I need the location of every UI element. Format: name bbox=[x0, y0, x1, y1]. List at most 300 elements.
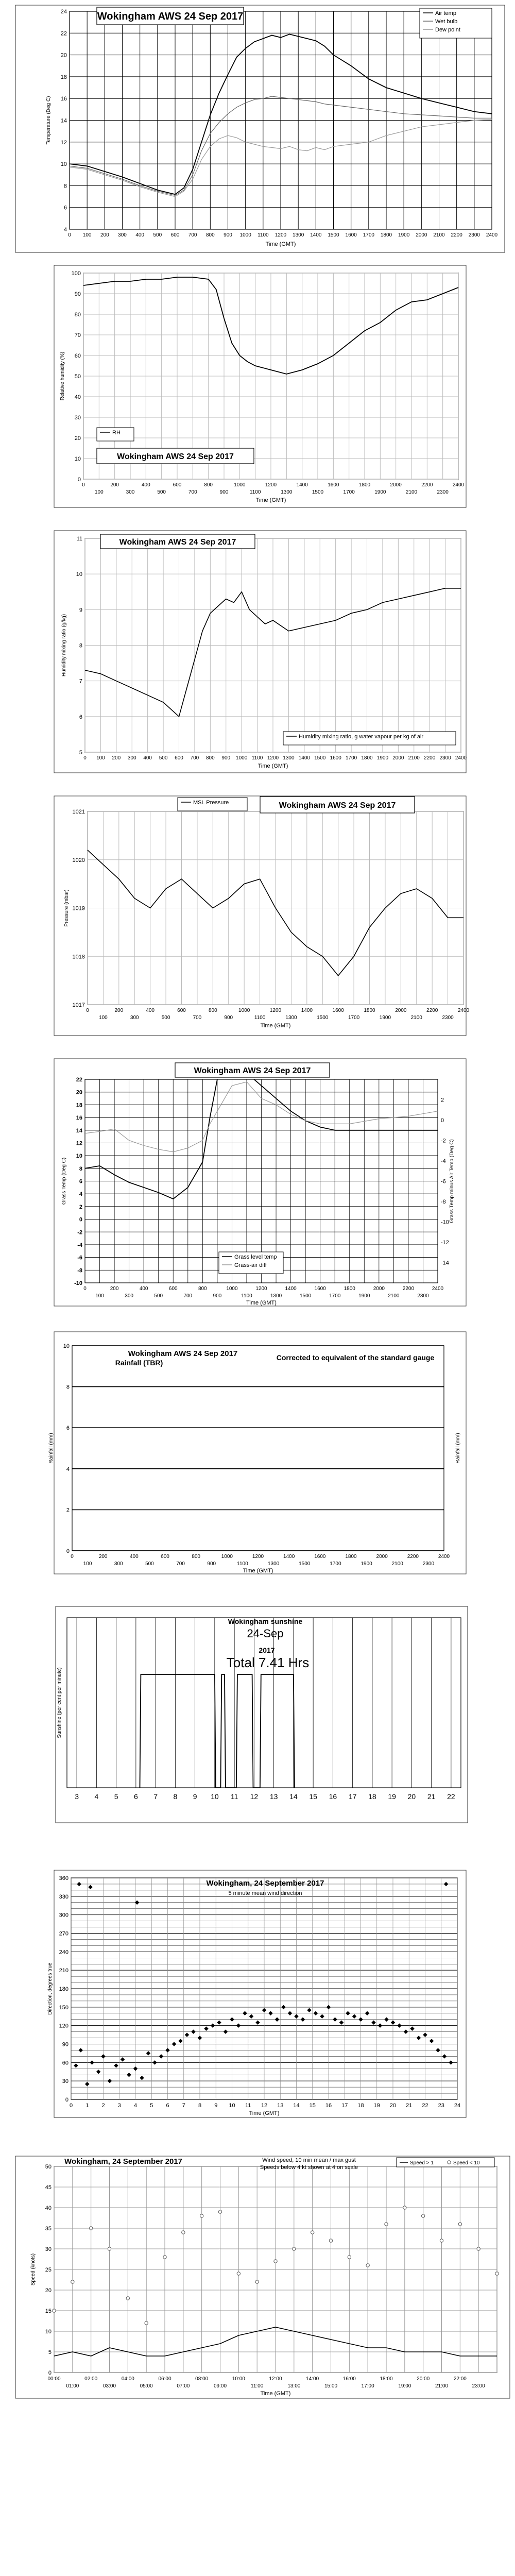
x-tick-label: 0 bbox=[83, 1286, 87, 1292]
y-tick-label: 6 bbox=[79, 714, 82, 720]
y-tick-label: 270 bbox=[59, 1930, 68, 1937]
y-tick-label: 20 bbox=[60, 52, 67, 59]
x-tick-label: 700 bbox=[183, 1293, 193, 1299]
x-tick-label: 2300 bbox=[437, 489, 449, 495]
y-tick-label: 18 bbox=[60, 74, 67, 80]
x-tick-label: 23 bbox=[438, 2103, 444, 2109]
x-tick-label: 1200 bbox=[265, 482, 277, 488]
x-tick-label: 1100 bbox=[241, 1293, 252, 1299]
legend-label: Grass level temp bbox=[234, 1254, 277, 1260]
chart-title: Wokingham, 24 September 2017 bbox=[206, 1879, 324, 1888]
x-tick-label: 6 bbox=[166, 2103, 169, 2109]
x-tick-label: 2 bbox=[101, 2103, 105, 2109]
x-axis-title: Time (GMT) bbox=[265, 241, 296, 247]
y-tick-label: -6 bbox=[77, 1255, 82, 1261]
gust-point bbox=[218, 2210, 221, 2213]
x-tick-label: 1000 bbox=[221, 1554, 233, 1560]
x-tick-label: 5 bbox=[114, 1792, 118, 1801]
x-tick-label: 500 bbox=[145, 1561, 154, 1567]
y-axis-title: Sunshine (per cent per minute) bbox=[57, 1667, 62, 1738]
y-tick-label: 0 bbox=[65, 2097, 68, 2103]
chart-mixing-ratio bbox=[54, 531, 467, 773]
y-tick-label: 300 bbox=[59, 1912, 68, 1919]
y-tick-label: 1019 bbox=[72, 905, 85, 912]
y-tick-label: 12 bbox=[60, 139, 67, 146]
y2-tick-label: -14 bbox=[441, 1260, 449, 1266]
gust-point bbox=[293, 2247, 296, 2250]
x-tick-label: 23:00 bbox=[472, 2383, 485, 2389]
x-tick-label: 1300 bbox=[267, 1561, 280, 1567]
gust-point bbox=[200, 2214, 203, 2217]
y-tick-label: 0 bbox=[66, 1548, 70, 1554]
gust-point bbox=[495, 2272, 499, 2275]
x-tick-label: 2000 bbox=[392, 755, 404, 761]
x-tick-label: 18 bbox=[368, 1792, 376, 1801]
gust-point bbox=[53, 2309, 56, 2312]
y-tick-label: 0 bbox=[79, 1216, 82, 1223]
x-tick-label: 1100 bbox=[254, 1015, 266, 1021]
x-tick-label: 22:00 bbox=[453, 2376, 467, 2382]
x-tick-label: 900 bbox=[224, 232, 232, 238]
y-axis-title: Rainfall (mm) bbox=[48, 1433, 54, 1464]
x-tick-label: 900 bbox=[221, 755, 231, 761]
x-tick-label: 2100 bbox=[405, 489, 418, 495]
x-tick-label: 1600 bbox=[328, 482, 339, 488]
legend-label: Speed < 10 bbox=[453, 2160, 480, 2166]
x-tick-label: 2400 bbox=[455, 755, 467, 761]
x-axis-title: Time (GMT) bbox=[246, 1300, 277, 1306]
plot-area bbox=[67, 1618, 461, 1788]
gust-point bbox=[145, 2321, 148, 2325]
x-tick-label: 16 bbox=[329, 1792, 337, 1801]
x-tick-label: 1800 bbox=[361, 755, 373, 761]
y-tick-label: 90 bbox=[62, 2041, 68, 2048]
x-tick-label: 15 bbox=[309, 2103, 316, 2109]
x-tick-label: 0 bbox=[71, 1554, 74, 1560]
x-axis-title: Time (GMT) bbox=[260, 2391, 291, 2397]
y-axis-title: Grass Temp (Deg C) bbox=[61, 1157, 67, 1205]
x-tick-label: 11:00 bbox=[251, 2383, 264, 2389]
x-tick-label: 1600 bbox=[314, 1554, 326, 1560]
x-tick-label: 700 bbox=[188, 232, 197, 238]
legend-label: Grass-air diff bbox=[234, 1262, 267, 1268]
chart-subtitle: Rainfall (TBR) bbox=[115, 1359, 163, 1367]
x-tick-label: 800 bbox=[208, 1008, 217, 1013]
x-tick-label: 15 bbox=[309, 1792, 317, 1801]
y-tick-label: 16 bbox=[60, 96, 67, 103]
x-tick-label: 2400 bbox=[452, 482, 465, 488]
x-tick-label: 300 bbox=[127, 755, 136, 761]
chart-wind-direction bbox=[47, 1870, 466, 2117]
y-tick-label: 30 bbox=[62, 2078, 68, 2085]
x-tick-label: 2200 bbox=[451, 232, 462, 238]
y-tick-label: 150 bbox=[59, 2004, 68, 2011]
x-tick-label: 16:00 bbox=[342, 2376, 356, 2382]
x-tick-label: 700 bbox=[176, 1561, 185, 1567]
y-tick-label: 6 bbox=[66, 1425, 70, 1432]
x-tick-label: 3 bbox=[117, 2103, 121, 2109]
chart-title: Wokingham AWS 24 Sep 2017 bbox=[97, 11, 244, 23]
x-tick-label: 2200 bbox=[407, 1554, 419, 1560]
y-tick-label: 100 bbox=[71, 270, 81, 277]
x-tick-label: 300 bbox=[130, 1015, 139, 1021]
x-tick-label: 800 bbox=[205, 755, 215, 761]
x-tick-label: 9 bbox=[193, 1792, 197, 1801]
x-tick-label: 22 bbox=[447, 1792, 455, 1801]
y-tick-label: 35 bbox=[45, 2226, 52, 2232]
y-tick-label: 1021 bbox=[72, 809, 85, 815]
chart-title: Wokingham sunshine bbox=[228, 1617, 303, 1625]
y-tick-label: 10 bbox=[60, 161, 67, 168]
legend-label: Air temp bbox=[435, 10, 456, 16]
x-tick-label: 1500 bbox=[317, 1015, 329, 1021]
gust-point bbox=[366, 2264, 369, 2267]
x-tick-label: 600 bbox=[173, 482, 182, 488]
y-axis-title: Humidity mixing ratio (g/kg) bbox=[61, 614, 67, 677]
x-tick-label: 800 bbox=[198, 1286, 207, 1292]
x-tick-label: 600 bbox=[170, 232, 180, 238]
x-tick-label: 2300 bbox=[442, 1015, 454, 1021]
x-tick-label: 1700 bbox=[348, 1015, 360, 1021]
gust-point bbox=[89, 2227, 92, 2230]
x-tick-label: 1100 bbox=[251, 755, 263, 761]
x-tick-label: 800 bbox=[205, 232, 215, 238]
x-tick-label: 400 bbox=[141, 482, 150, 488]
chart-subtitle: Wind speed, 10 min mean / max gust bbox=[262, 2157, 356, 2163]
x-tick-label: 2200 bbox=[426, 1008, 438, 1013]
x-tick-label: 3 bbox=[75, 1792, 79, 1801]
x-tick-label: 1400 bbox=[298, 755, 310, 761]
x-tick-label: 600 bbox=[177, 1008, 186, 1013]
y-tick-label: 4 bbox=[63, 227, 67, 233]
chart-title: Wokingham AWS 24 Sep 2017 bbox=[128, 1349, 238, 1358]
y-tick-label: 14 bbox=[76, 1127, 82, 1134]
y-tick-label: 30 bbox=[45, 2246, 52, 2252]
y-tick-label: 60 bbox=[74, 353, 81, 359]
y-tick-label: 80 bbox=[74, 312, 81, 318]
x-tick-label: 700 bbox=[193, 1015, 202, 1021]
chart-sunshine bbox=[56, 1606, 468, 1823]
gust-point bbox=[311, 2231, 314, 2234]
x-tick-label: 1900 bbox=[398, 232, 410, 238]
y-tick-label: 4 bbox=[79, 1191, 82, 1198]
x-tick-label: 21:00 bbox=[435, 2383, 449, 2389]
x-tick-label: 2100 bbox=[388, 1293, 400, 1299]
x-axis-title: Time (GMT) bbox=[260, 1023, 291, 1029]
x-tick-label: 200 bbox=[114, 1008, 124, 1013]
x-tick-label: 11 bbox=[230, 1792, 238, 1801]
y-tick-label: 0 bbox=[48, 2370, 52, 2376]
y2-axis-title: Grass Temp minus Air Temp (Deg C) bbox=[449, 1139, 455, 1223]
x-tick-label: 22 bbox=[422, 2103, 428, 2109]
y-tick-label: 0 bbox=[77, 477, 81, 483]
x-tick-label: 100 bbox=[96, 755, 105, 761]
x-tick-label: 300 bbox=[126, 489, 135, 495]
x-tick-label: 7 bbox=[182, 2103, 185, 2109]
chart-temperature bbox=[15, 5, 505, 252]
gust-point bbox=[403, 2206, 406, 2209]
x-tick-label: 700 bbox=[190, 755, 199, 761]
y-axis-title: Relative humidity (%) bbox=[60, 351, 65, 401]
x-tick-label: 1000 bbox=[234, 482, 246, 488]
x-tick-label: 1600 bbox=[330, 755, 341, 761]
x-tick-label: 09:00 bbox=[213, 2383, 227, 2389]
x-tick-label: 16 bbox=[325, 2103, 332, 2109]
chart-total: Total 7.41 Hrs bbox=[226, 1655, 310, 1670]
x-axis-title: Time (GMT) bbox=[258, 763, 288, 769]
y-tick-label: 360 bbox=[59, 1875, 68, 1882]
x-tick-label: 1600 bbox=[345, 232, 357, 238]
legend-label: Speed > 1 bbox=[410, 2160, 434, 2166]
gust-point bbox=[182, 2231, 185, 2234]
y2-tick-label: 2 bbox=[441, 1097, 444, 1104]
gust-point bbox=[385, 2223, 388, 2226]
x-tick-label: 600 bbox=[161, 1554, 169, 1560]
x-tick-label: 1900 bbox=[376, 755, 389, 761]
x-tick-label: 1800 bbox=[380, 232, 392, 238]
x-tick-label: 2000 bbox=[416, 232, 427, 238]
x-tick-label: 1300 bbox=[283, 755, 295, 761]
x-tick-label: 20:00 bbox=[417, 2376, 430, 2382]
x-tick-label: 17 bbox=[348, 1792, 357, 1801]
gust-point bbox=[477, 2247, 480, 2250]
x-tick-label: 900 bbox=[219, 489, 229, 495]
x-tick-label: 1200 bbox=[274, 232, 287, 238]
legend-swatch bbox=[448, 2161, 451, 2164]
y2-tick-label: 0 bbox=[441, 1117, 444, 1124]
y-tick-label: 8 bbox=[79, 1165, 82, 1172]
x-tick-label: 600 bbox=[175, 755, 183, 761]
y-tick-label: -10 bbox=[74, 1280, 82, 1286]
x-tick-label: 2000 bbox=[373, 1286, 385, 1292]
x-tick-label: 1700 bbox=[330, 1561, 341, 1567]
x-tick-label: 1800 bbox=[364, 1008, 375, 1013]
x-tick-label: 0 bbox=[68, 232, 71, 238]
y-tick-label: 10 bbox=[45, 2329, 52, 2335]
x-axis-title: Time (GMT) bbox=[249, 2110, 280, 2116]
y-axis-title: Temperature (Deg C) bbox=[46, 96, 52, 145]
x-tick-label: 1400 bbox=[285, 1286, 297, 1292]
legend-label: MSL Pressure bbox=[193, 800, 229, 806]
y-tick-label: 5 bbox=[48, 2349, 52, 2355]
x-tick-label: 2300 bbox=[417, 1293, 429, 1299]
x-tick-label: 2200 bbox=[421, 482, 433, 488]
x-tick-label: 05:00 bbox=[140, 2383, 153, 2389]
x-tick-label: 12 bbox=[250, 1792, 259, 1801]
x-tick-label: 1000 bbox=[226, 1286, 238, 1292]
x-tick-label: 0 bbox=[83, 755, 87, 761]
y-tick-label: 50 bbox=[45, 2164, 52, 2170]
x-tick-label: 500 bbox=[157, 489, 166, 495]
x-tick-label: 2200 bbox=[402, 1286, 415, 1292]
chart-title: Wokingham AWS 24 Sep 2017 bbox=[117, 452, 234, 461]
x-tick-label: 1600 bbox=[332, 1008, 344, 1013]
legend-label: Humidity mixing ratio, g water vapour per kg of air bbox=[299, 734, 424, 740]
x-tick-label: 1400 bbox=[301, 1008, 313, 1013]
y-tick-label: 10 bbox=[74, 456, 81, 462]
x-tick-label: 100 bbox=[95, 1293, 104, 1299]
y2-axis-title: Rainfall (mm) bbox=[455, 1433, 461, 1464]
chart-note: Speeds below 4 kt shown at 4 on scale bbox=[260, 2164, 358, 2171]
x-tick-label: 1800 bbox=[345, 1554, 357, 1560]
x-tick-label: 1100 bbox=[237, 1561, 248, 1567]
x-tick-label: 2000 bbox=[390, 482, 402, 488]
y-tick-label: 22 bbox=[60, 30, 67, 37]
chart-title: Wokingham AWS 24 Sep 2017 bbox=[194, 1066, 311, 1075]
x-tick-label: 06:00 bbox=[158, 2376, 171, 2382]
y-tick-label: 8 bbox=[79, 642, 82, 649]
y-tick-label: 40 bbox=[45, 2205, 52, 2211]
y-tick-label: 8 bbox=[66, 1384, 70, 1391]
x-tick-label: 1700 bbox=[345, 755, 357, 761]
x-tick-label: 21 bbox=[427, 1792, 436, 1801]
x-tick-label: 1900 bbox=[379, 1015, 391, 1021]
gust-point bbox=[71, 2280, 74, 2283]
chart-relative-humidity bbox=[54, 265, 466, 507]
x-tick-label: 14:00 bbox=[306, 2376, 319, 2382]
y-tick-label: 18 bbox=[76, 1102, 82, 1109]
x-tick-label: 24 bbox=[454, 2103, 461, 2109]
y-tick-label: -8 bbox=[77, 1267, 82, 1274]
x-tick-label: 1300 bbox=[281, 489, 293, 495]
x-tick-label: 2400 bbox=[432, 1286, 444, 1292]
x-tick-label: 900 bbox=[213, 1293, 222, 1299]
x-tick-label: 2400 bbox=[457, 1008, 470, 1013]
x-tick-label: 2100 bbox=[391, 1561, 403, 1567]
gust-point bbox=[274, 2260, 277, 2263]
x-tick-label: 1800 bbox=[358, 482, 371, 488]
x-tick-label: 1300 bbox=[293, 232, 304, 238]
x-tick-label: 800 bbox=[204, 482, 213, 488]
gust-point bbox=[237, 2272, 240, 2275]
chart-wind-speed bbox=[15, 2156, 510, 2398]
x-tick-label: 400 bbox=[143, 755, 152, 761]
x-tick-label: 14 bbox=[289, 1792, 298, 1801]
x-tick-label: 11 bbox=[245, 2103, 251, 2109]
x-tick-label: 2300 bbox=[439, 755, 451, 761]
x-tick-label: 14 bbox=[293, 2103, 300, 2109]
x-axis-title: Time (GMT) bbox=[255, 497, 286, 503]
y-tick-label: 12 bbox=[76, 1140, 82, 1147]
y-tick-label: 40 bbox=[74, 394, 81, 400]
x-tick-label: 19:00 bbox=[398, 2383, 411, 2389]
x-tick-label: 2200 bbox=[424, 755, 436, 761]
x-tick-label: 900 bbox=[207, 1561, 216, 1567]
x-tick-label: 1500 bbox=[314, 755, 326, 761]
x-tick-label: 12:00 bbox=[269, 2376, 282, 2382]
y-tick-label: 2 bbox=[79, 1204, 82, 1210]
x-tick-label: 500 bbox=[153, 232, 162, 238]
x-tick-label: 200 bbox=[98, 1554, 108, 1560]
y-tick-label: 20 bbox=[74, 435, 81, 442]
chart-note: Corrected to equivalent of the standard gauge bbox=[276, 1353, 435, 1362]
x-tick-label: 13:00 bbox=[287, 2383, 301, 2389]
y-tick-label: 4 bbox=[66, 1466, 70, 1472]
x-tick-label: 1900 bbox=[360, 1561, 372, 1567]
x-tick-label: 8 bbox=[173, 1792, 178, 1801]
x-tick-label: 21 bbox=[406, 2103, 413, 2109]
x-tick-label: 1400 bbox=[283, 1554, 295, 1560]
x-tick-label: 8 bbox=[198, 2103, 202, 2109]
y-tick-label: 180 bbox=[59, 1986, 68, 1992]
y2-tick-label: -4 bbox=[441, 1158, 446, 1164]
legend-label: Dew point bbox=[435, 27, 460, 33]
x-tick-label: 00:00 bbox=[47, 2376, 61, 2382]
x-tick-label: 2100 bbox=[410, 1015, 422, 1021]
x-tick-label: 10:00 bbox=[232, 2376, 245, 2382]
x-tick-label: 2100 bbox=[433, 232, 445, 238]
y-tick-label: 120 bbox=[59, 2023, 68, 2029]
legend-label: Wet bulb bbox=[435, 19, 458, 25]
chart-grass-temperature bbox=[54, 1059, 466, 1306]
legend-label: RH bbox=[112, 430, 121, 436]
y-axis-title: Direction, degrees true bbox=[47, 1962, 53, 2015]
x-tick-label: 5 bbox=[150, 2103, 153, 2109]
y-tick-label: 90 bbox=[74, 291, 81, 297]
x-tick-label: 500 bbox=[154, 1293, 163, 1299]
x-tick-label: 9 bbox=[214, 2103, 218, 2109]
y-tick-label: 50 bbox=[74, 374, 81, 380]
x-tick-label: 600 bbox=[168, 1286, 178, 1292]
y-tick-label: 5 bbox=[79, 750, 82, 756]
gust-point bbox=[163, 2256, 166, 2259]
y-tick-label: 25 bbox=[45, 2267, 52, 2273]
x-tick-label: 6 bbox=[133, 1792, 138, 1801]
x-axis-title: Time (GMT) bbox=[243, 1568, 273, 1574]
gust-point bbox=[108, 2247, 111, 2250]
y-tick-label: 210 bbox=[59, 1968, 68, 1974]
x-tick-label: 1500 bbox=[299, 1561, 311, 1567]
y-tick-label: 8 bbox=[63, 183, 67, 190]
x-tick-label: 17:00 bbox=[361, 2383, 374, 2389]
y-tick-label: 2 bbox=[66, 1507, 70, 1514]
x-tick-label: 13 bbox=[277, 2103, 284, 2109]
y-tick-label: 11 bbox=[76, 536, 82, 542]
x-tick-label: 100 bbox=[82, 232, 92, 238]
y2-tick-label: -8 bbox=[441, 1199, 446, 1205]
x-tick-label: 01:00 bbox=[66, 2383, 79, 2389]
x-tick-label: 1200 bbox=[267, 755, 279, 761]
x-tick-label: 04:00 bbox=[121, 2376, 134, 2382]
x-tick-label: 0 bbox=[86, 1008, 89, 1013]
x-tick-label: 0 bbox=[69, 2103, 73, 2109]
gust-point bbox=[348, 2256, 351, 2259]
x-tick-label: 19 bbox=[373, 2103, 380, 2109]
y-tick-label: 60 bbox=[62, 2060, 68, 2066]
x-tick-label: 19 bbox=[388, 1792, 396, 1801]
x-tick-label: 0 bbox=[82, 482, 85, 488]
x-tick-label: 1300 bbox=[270, 1293, 282, 1299]
y-tick-label: 6 bbox=[63, 205, 67, 211]
y-tick-label: -4 bbox=[77, 1242, 82, 1248]
x-tick-label: 1700 bbox=[363, 232, 374, 238]
x-tick-label: 200 bbox=[110, 1286, 119, 1292]
gust-point bbox=[255, 2280, 259, 2283]
y-tick-label: 1018 bbox=[72, 954, 85, 960]
x-tick-label: 400 bbox=[139, 1286, 148, 1292]
y-tick-label: 20 bbox=[76, 1089, 82, 1096]
x-tick-label: 400 bbox=[146, 1008, 155, 1013]
x-tick-label: 1200 bbox=[255, 1286, 267, 1292]
x-tick-label: 1700 bbox=[343, 489, 355, 495]
chart-pressure bbox=[54, 796, 470, 1036]
x-tick-label: 200 bbox=[100, 232, 109, 238]
x-tick-label: 400 bbox=[135, 232, 145, 238]
y-tick-label: 15 bbox=[45, 2308, 52, 2314]
x-tick-label: 1400 bbox=[310, 232, 322, 238]
x-tick-label: 2300 bbox=[468, 232, 480, 238]
x-tick-label: 500 bbox=[161, 1015, 170, 1021]
